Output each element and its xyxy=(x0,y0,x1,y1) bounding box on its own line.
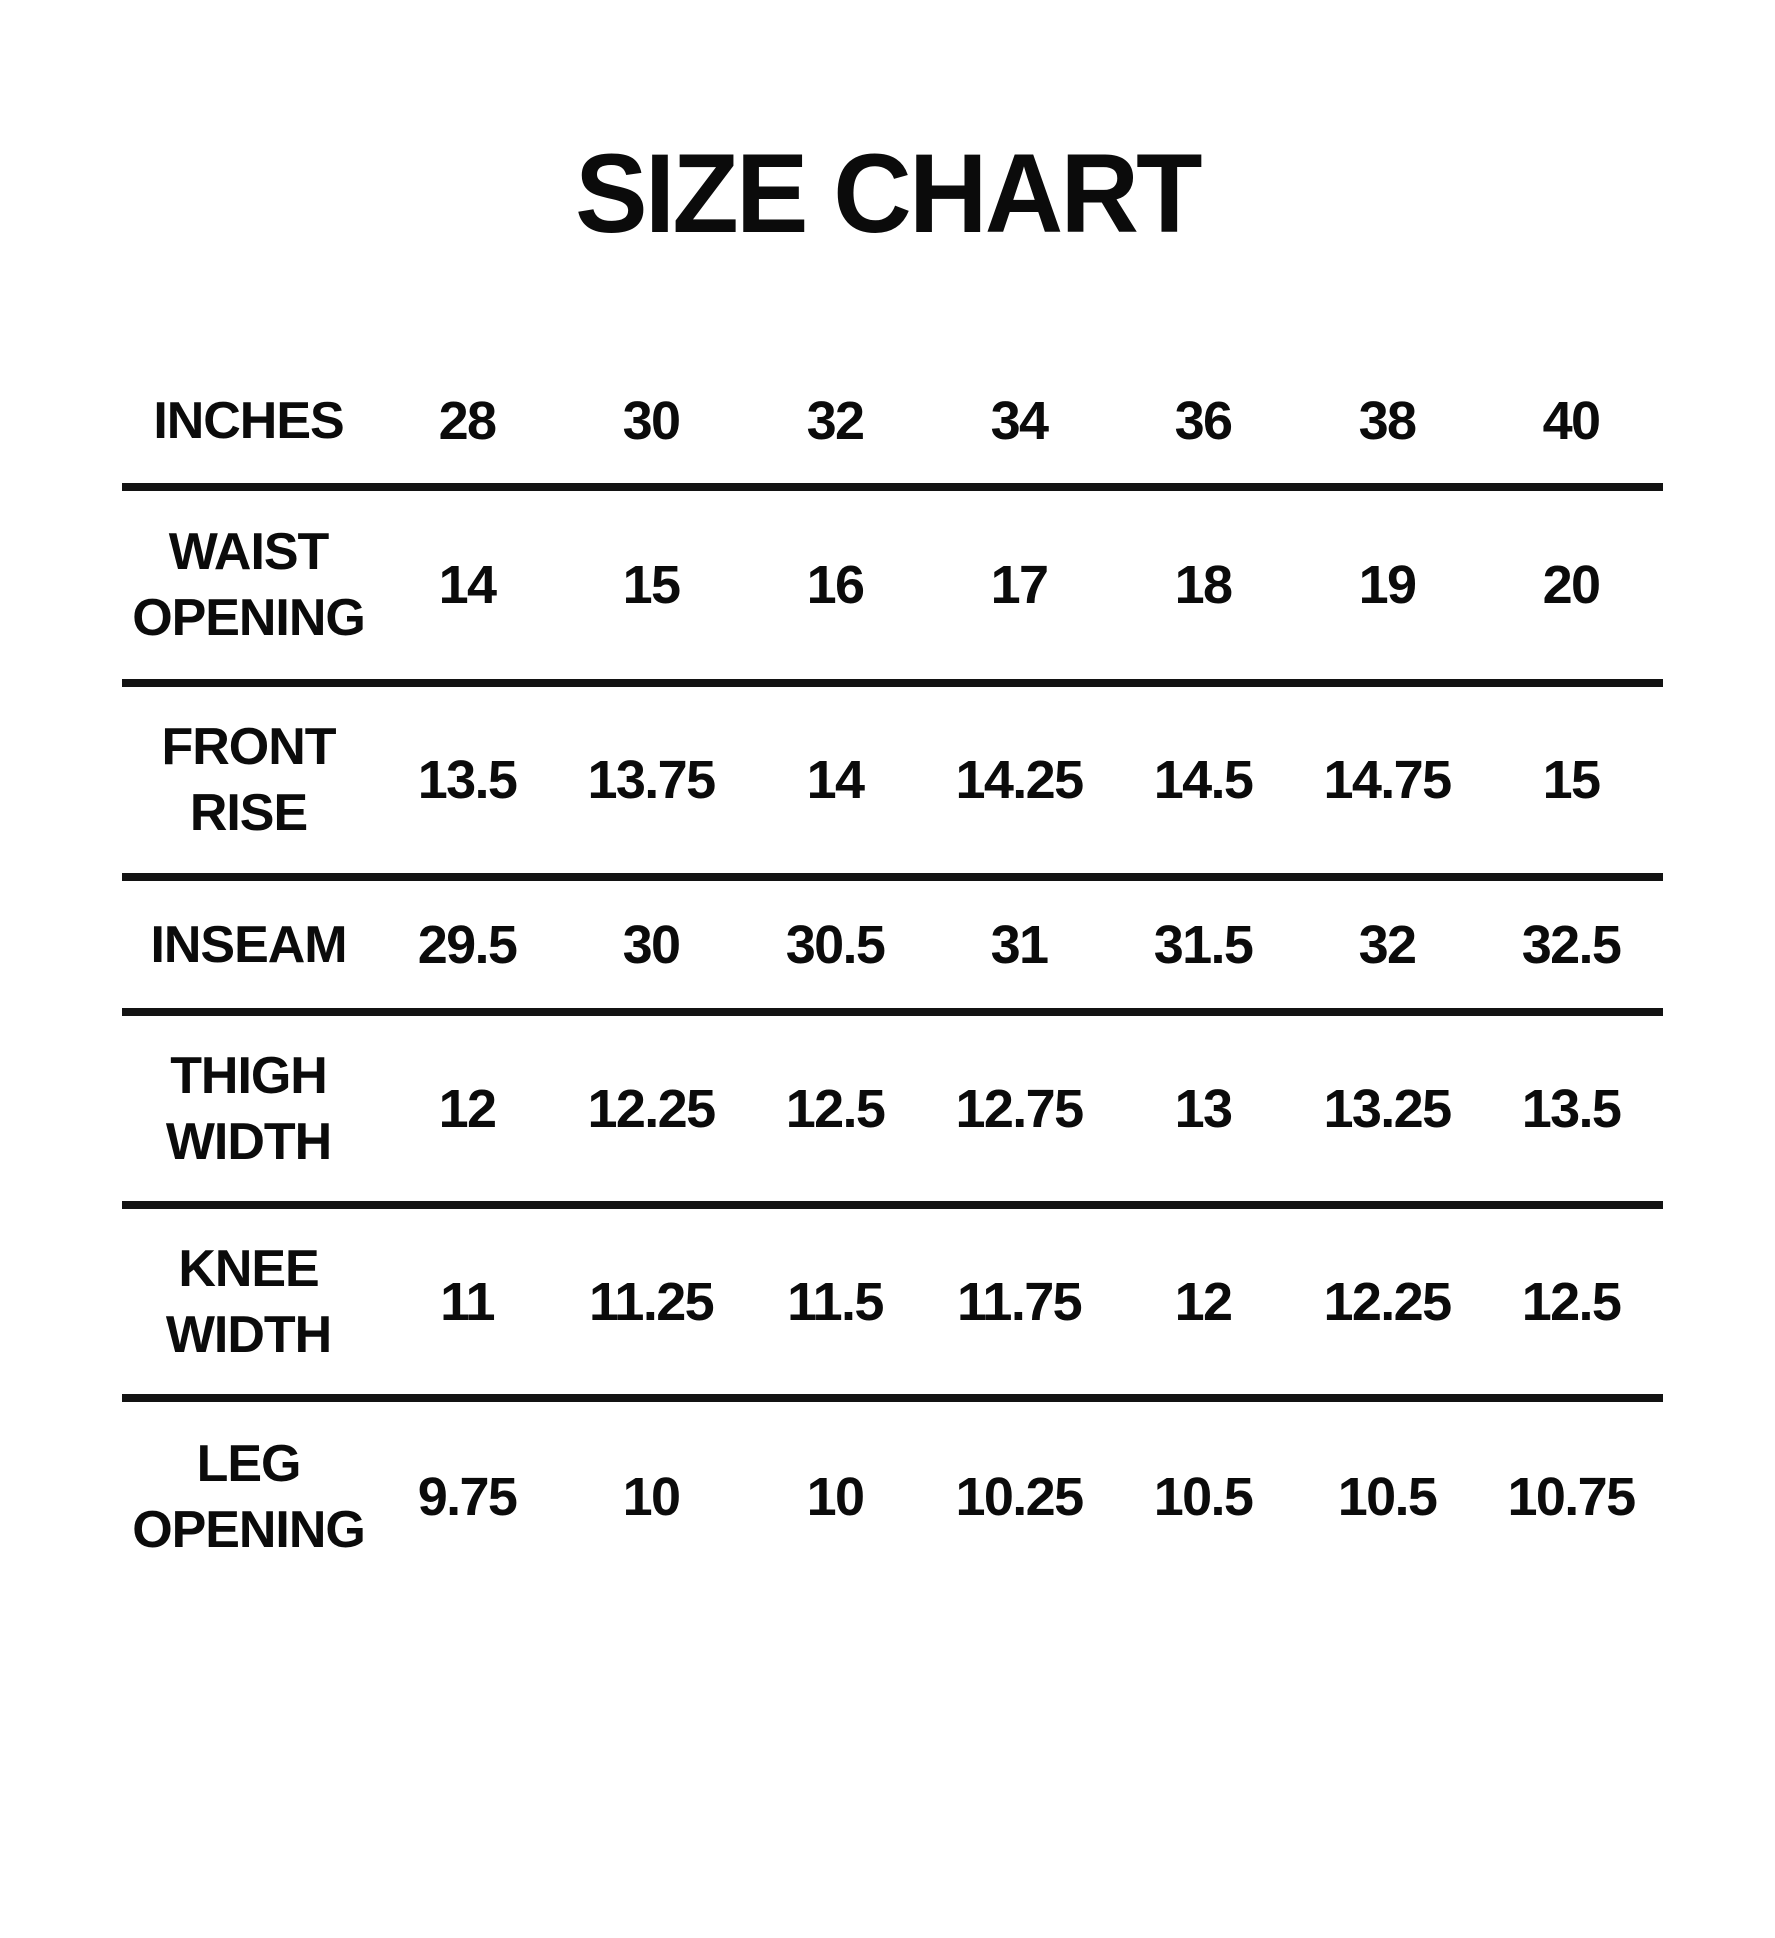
measurement-value: 32.5 xyxy=(1521,914,1621,975)
table-row-knee-width xyxy=(122,1209,1663,1402)
measurement-value: 13 xyxy=(1174,1078,1232,1139)
row-label-line: OPENING xyxy=(132,589,365,647)
measurement-value: 14 xyxy=(438,555,496,615)
measurement-value: 13.25 xyxy=(1323,1078,1451,1139)
measurement-value: 18 xyxy=(1174,555,1232,615)
measurement-value: 30 xyxy=(622,914,680,975)
measurement-value: 12.25 xyxy=(1323,1271,1451,1332)
measurement-value: 10.25 xyxy=(955,1467,1083,1527)
size-col-header: 32 xyxy=(806,390,864,451)
table-row-leg-opening xyxy=(122,1402,1663,1592)
table-header-row xyxy=(122,358,1663,491)
measurement-value: 14.5 xyxy=(1153,750,1253,810)
size-col-header: 30 xyxy=(622,390,680,451)
row-label xyxy=(122,1043,375,1175)
size-col-header: 40 xyxy=(1542,390,1600,451)
row-label-line: KNEE xyxy=(178,1239,319,1298)
measurement-value: 9.75 xyxy=(417,1467,517,1527)
measurement-value: 12.5 xyxy=(785,1078,885,1139)
measurement-value: 12.25 xyxy=(587,1078,715,1139)
measurement-value: 12 xyxy=(1174,1271,1232,1332)
table-row-front-rise xyxy=(122,687,1663,881)
measurement-value: 11.75 xyxy=(956,1271,1082,1332)
header-units-label xyxy=(122,388,375,454)
header-units-text: INCHES xyxy=(153,391,344,450)
measurement-value: 11.25 xyxy=(588,1271,714,1332)
measurement-value: 11 xyxy=(440,1271,494,1332)
page-title: SIZE CHART xyxy=(575,131,1200,256)
size-col-header: 34 xyxy=(990,390,1048,451)
row-label-line: OPENING xyxy=(132,1501,365,1559)
row-label xyxy=(122,714,375,846)
measurement-value: 13.5 xyxy=(1521,1078,1621,1139)
measurement-value: 32 xyxy=(1358,914,1416,975)
measurement-value: 14 xyxy=(806,750,864,810)
row-label-line: THIGH xyxy=(170,1046,327,1105)
measurement-value: 19 xyxy=(1358,555,1416,615)
measurement-value: 11.5 xyxy=(787,1271,883,1332)
row-label-line: INSEAM xyxy=(150,915,347,974)
row-label-line: WIDTH xyxy=(165,1305,332,1364)
measurement-value: 10 xyxy=(806,1467,864,1527)
measurement-value: 14.75 xyxy=(1323,750,1451,810)
row-label-line: WIDTH xyxy=(165,1112,332,1171)
measurement-value: 12.75 xyxy=(955,1078,1083,1139)
measurement-value: 15 xyxy=(622,555,680,615)
row-label xyxy=(122,519,375,651)
row-label-line: RISE xyxy=(189,784,308,842)
row-label-line: LEG xyxy=(196,1435,301,1493)
measurement-value: 13.5 xyxy=(417,750,517,810)
measurement-value: 17 xyxy=(990,555,1048,615)
measurement-value: 13.75 xyxy=(587,750,715,810)
measurement-value: 31 xyxy=(990,914,1048,975)
table-row-inseam xyxy=(122,881,1663,1016)
measurement-value: 12 xyxy=(438,1078,496,1139)
size-chart-table xyxy=(122,358,1663,1592)
measurement-value: 20 xyxy=(1542,555,1600,615)
measurement-value: 10.75 xyxy=(1507,1467,1635,1527)
measurement-value: 16 xyxy=(806,555,864,615)
measurement-value: 12.5 xyxy=(1521,1271,1621,1332)
measurement-value: 10 xyxy=(622,1467,680,1527)
size-col-header: 28 xyxy=(438,390,496,451)
measurement-value: 29.5 xyxy=(417,914,517,975)
table-row-thigh-width xyxy=(122,1016,1663,1209)
measurement-value: 10.5 xyxy=(1337,1467,1437,1527)
measurement-value: 14.25 xyxy=(955,750,1083,810)
row-label xyxy=(122,912,375,978)
measurement-value: 10.5 xyxy=(1153,1467,1253,1527)
measurement-value: 15 xyxy=(1542,750,1600,810)
row-label xyxy=(122,1236,375,1368)
size-col-header: 36 xyxy=(1174,390,1232,451)
measurement-value: 30.5 xyxy=(785,914,885,975)
row-label-line: WAIST xyxy=(168,523,329,581)
measurement-value: 31.5 xyxy=(1153,914,1253,975)
row-label-line: FRONT xyxy=(161,718,336,776)
row-label xyxy=(122,1431,375,1563)
size-col-header: 38 xyxy=(1358,390,1416,451)
table-row-waist-opening xyxy=(122,491,1663,687)
